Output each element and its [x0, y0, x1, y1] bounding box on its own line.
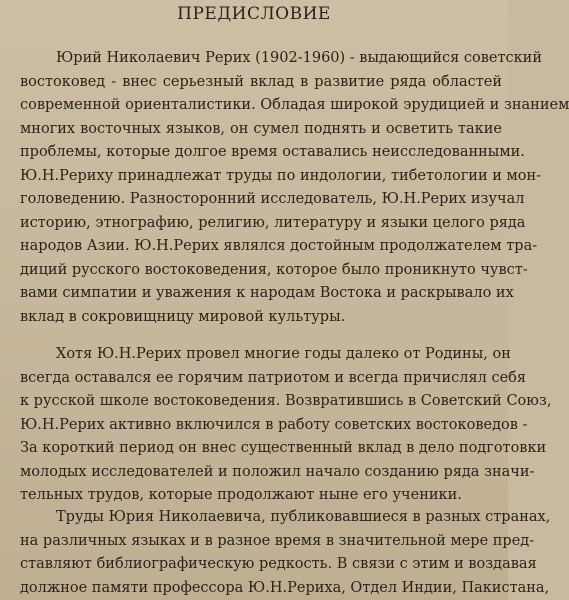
paragraph-3 — [20, 506, 551, 600]
text-line: За короткий период он внес существенный вклад в дело подготовки — [20, 440, 547, 456]
text-line: народов Азии. Ю.Н.Рерих являлся достойным продолжателем тра- — [20, 238, 538, 254]
text-line: Труды Юрия Николаевича, публиковавшиеся в разных странах, — [56, 509, 551, 525]
text-line: Юрий Николаевич Рерих (1902-1960) - выдающийся советский — [56, 50, 543, 66]
text-line: современной ориенталистики. Обладая широкой эрудицией и знанием — [20, 97, 569, 113]
text-line: на различных языках и в разное время в значительной мере пред- — [20, 532, 535, 549]
text-line: проблемы, которые долгое время оставались неисследованными. — [20, 144, 525, 160]
text-line: Ю.Н.Рерих активно включился в работу советских востоковедов - — [20, 416, 528, 433]
text-line: вами симпатии и уважения к народам Востока и раскрывало их — [20, 285, 514, 301]
text-line: всегда оставался ее горячим патриотом и всегда причислял себя — [20, 369, 527, 386]
text-line: историю, этнографию, религию, литературу и языки целого ряда — [20, 214, 526, 231]
paragraph-2 — [20, 343, 552, 508]
page-title: ПРЕДИСЛОВИЕ — [177, 4, 331, 24]
text-line: диций русского востоковедения, которое было проникнуто чувст- — [20, 261, 528, 278]
text-line: к русской школе востоковедения. Возвратившись в Советский Союз, — [20, 393, 552, 409]
text-line: востоковед - внес серьезный вклад в развитие ряда областей — [20, 73, 502, 90]
text-line: вклад в сокровищницу мировой культуры. — [20, 308, 346, 325]
text-line: должное памяти профессора Ю.Н.Рериха, Отдел Индии, Пакистана, — [20, 579, 550, 596]
text-line: тельных трудов, которые продолжают ныне его ученики. — [20, 487, 462, 503]
text-line: ставляют библиографическую редкость. В связи с этим и воздавая — [20, 556, 537, 572]
text-line: головедению. Разносторонний исследователь, Ю.Н.Рерих изучал — [20, 191, 525, 207]
text-line: Хотя Ю.Н.Рерих провел многие годы далеко от Родины, он — [56, 346, 511, 362]
text-line: Ю.Н.Рериху принадлежат труды по индологии, тибетологии и мон- — [20, 167, 542, 184]
text-line: многих восточных языков, он сумел поднять и осветить такие — [20, 120, 502, 137]
paragraph-1 — [20, 47, 569, 329]
text-line: молодых исследователей и положил начало созданию ряда значи- — [20, 463, 535, 480]
